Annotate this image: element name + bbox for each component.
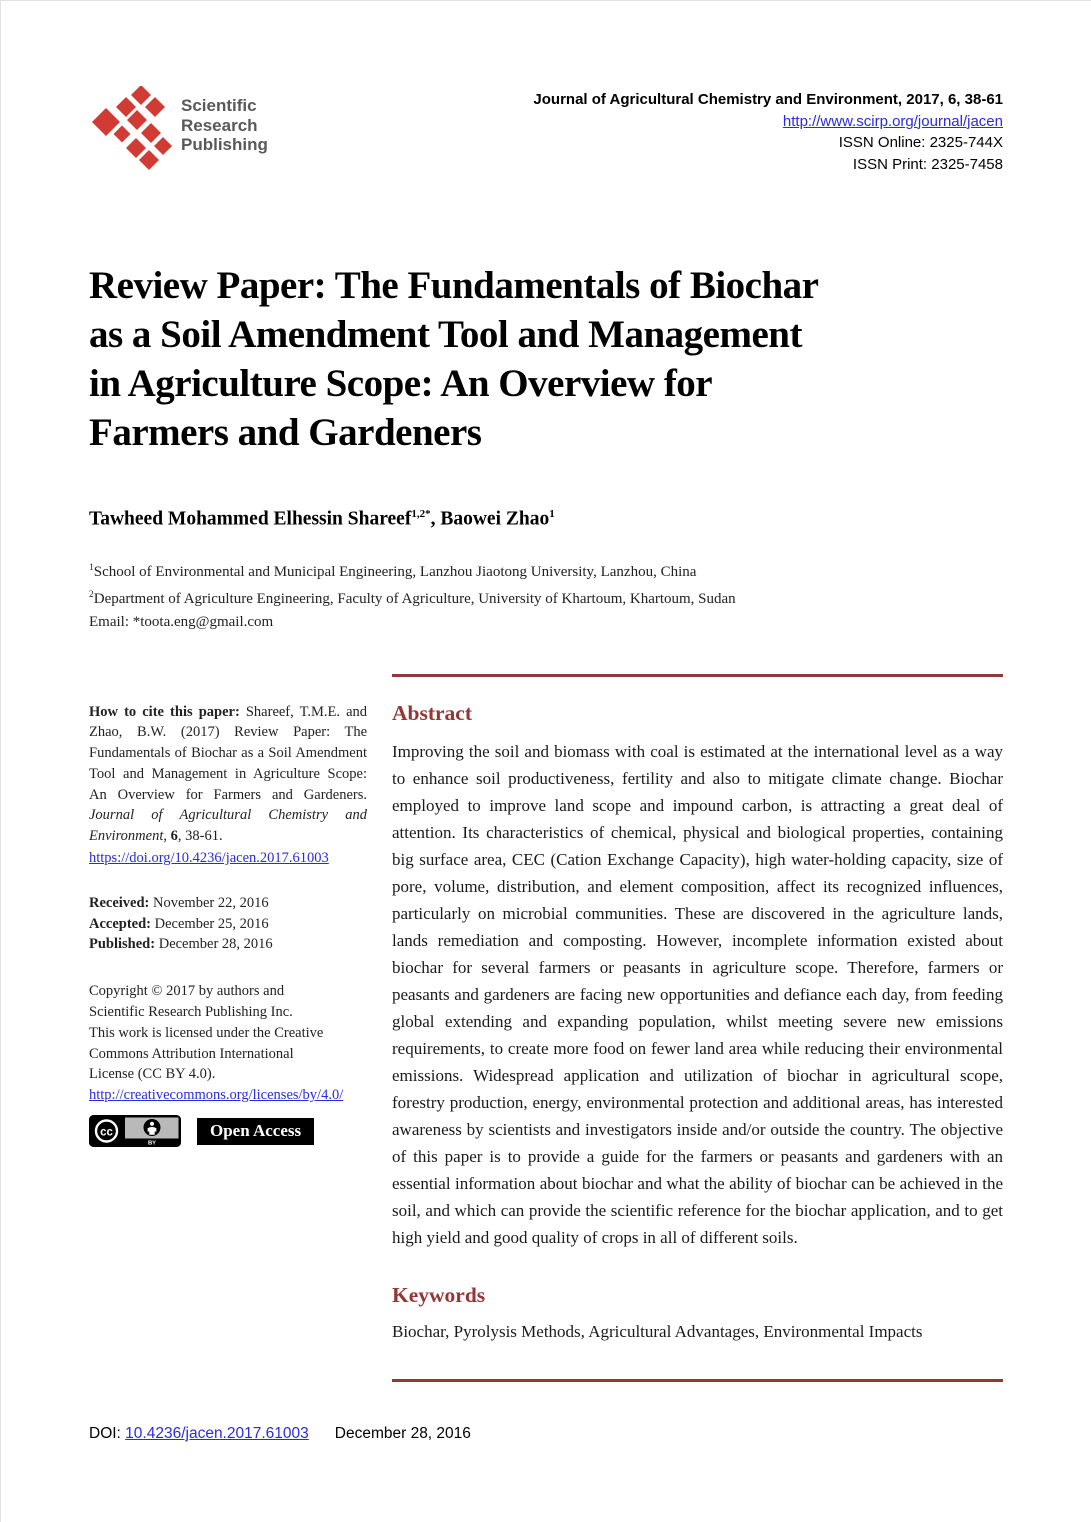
- scirp-diamonds-icon: [89, 86, 173, 170]
- author1-affiliation-sup: 1,2*: [411, 508, 431, 520]
- page-footer: [89, 1425, 471, 1443]
- footer-doi-link[interactable]: 10.4236/jacen.2017.61003: [125, 1425, 309, 1442]
- svg-text:BY: BY: [147, 1140, 157, 1147]
- license-badges: [89, 1115, 367, 1147]
- author2-affiliation-sup: 1: [549, 508, 555, 520]
- journal-citation-line: Journal of Agricultural Chemistry and Environment, 2017, 6, 38-61: [533, 91, 1003, 108]
- content-columns: [89, 674, 1003, 1382]
- svg-text:cc: cc: [100, 1126, 113, 1139]
- journal-info: [533, 86, 1003, 175]
- abstract-text: Improving the soil and biomass with coal is estimated at the international level as a way to enhance soil productiveness, fertility and also to mitigate climate change. Biochar employed to improve land scope and impound carbon, is attracting a great deal of attention. Its characteristics of chemical, physical and biological properties, containing big surface area, CEC (Cation Exchange Capacity), high water-holding capacity, size of pore, volume, distribution, and element composition, affect its recognized influences, particularly on microbial communities. These are discovered in the agriculture lands, lands remediation and composting. However, incomplete information existed about biochar for several farmers or peasants in agriculture scope. Therefore, farmers or peasants and gardeners are facing new opportunities and defiance each day, from feeding global extending and expanding population, whilst meeting severe new emissions requirements, to create more food on fewer land area while reducing their environmental emissions. Widespread application and utilization of biochar in agricultural scope, forestry production, energy, environmental protection and additional areas, has interested awareness by scientists and investigators inside and/or outside the country. The objective of this paper is to provide a guide for the farmers or peasants and gardeners with an essential information about biochar and what the ability of biochar can be achieved in the soil, and which can provide the scientific reference for the biochar application, and to get high yield and good quality of crops in all of different soils.: [392, 741, 1003, 1247]
- issn-online: ISSN Online: 2325-744X: [838, 134, 1003, 151]
- copyright-notice: Copyright © 2017 by authors and Scientific Research Publishing Inc. This work is licensed under the Creative Commons Attribution International License (CC BY 4.0). http://creativecommons.org/licenses/by/4.0/: [89, 981, 367, 1106]
- publisher-logo: [89, 86, 268, 170]
- authors-line: Tawheed Mohammed Elhessin Shareef$^{1,2*}$, Baowei Zhao$^1$: [89, 508, 555, 530]
- publisher-name: Scientific Research Publishing: [181, 96, 268, 154]
- issn-print: ISSN Print: 2325-7458: [852, 155, 1003, 173]
- keywords-text: Biochar, Pyrolysis Methods, Agricultural Advantages, Environmental Impacts: [392, 1321, 923, 1341]
- email-line: Email: *toota.eng@gmail.com: [89, 613, 274, 630]
- citation-doi-link[interactable]: https://doi.org/10.4236/jacen.2017.61003: [89, 850, 329, 867]
- open-access-badge: Open Access: [197, 1118, 314, 1145]
- affiliation-1: $^1$School of Environmental and Municipal Engineering, Lanzhou Jiaotong University, Lanzhou, China: [89, 562, 697, 580]
- journal-url-link[interactable]: http://www.scirp.org/journal/jacen: [782, 112, 1003, 130]
- paper-title: Review Paper: The Fundamentals of Biochar as a Soil Amendment Tool and Management in Agriculture Scope: An Overview for Farmers and Gardeners: [89, 264, 819, 454]
- cc-license-link[interactable]: http://creativecommons.org/licenses/by/4.0/: [89, 1087, 344, 1104]
- affiliations: [89, 557, 1003, 634]
- publication-date: December 28, 2016: [334, 1425, 471, 1442]
- cc-by-badge-icon[interactable]: [89, 1115, 181, 1147]
- affiliation-2: $^2$Department of Agriculture Engineering, Faculty of Agriculture, University of Khartoum, Khartoum, Sudan: [89, 589, 736, 607]
- article-dates: Received: November 22, 2016 Accepted: December 25, 2016 Published: December 28, 2016: [89, 894, 273, 953]
- article-main-column: [392, 674, 1003, 1382]
- keywords-heading: Keywords: [392, 1282, 486, 1307]
- metadata-sidebar: [89, 674, 367, 1382]
- doi-label: DOI:: [89, 1425, 126, 1442]
- abstract-heading: Abstract: [392, 700, 473, 725]
- how-to-cite: How to cite this paper: Shareef, T.M.E. and Zhao, B.W. (2017) Review Paper: The Fundamentals of Biochar as a Soil Amendment Tool and Management in Agriculture Scope: An Overview for Farmers and Gardeners. Journal of Agricultural Chemistry and Environment, 6, 38-61.: [89, 703, 368, 845]
- page-header: [89, 86, 1003, 175]
